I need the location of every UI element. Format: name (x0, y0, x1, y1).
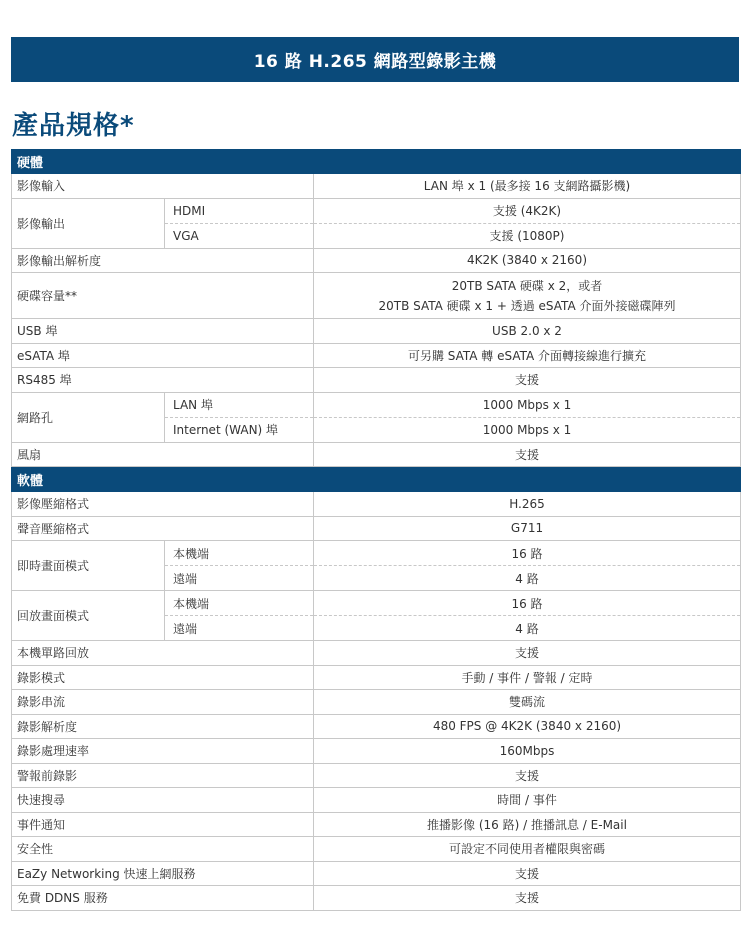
row-value: H.265 (509, 496, 545, 511)
hardware-rows (11, 174, 741, 467)
row-sublabel: 本機端 (173, 596, 210, 611)
row-sublabels (165, 591, 314, 640)
row-value: LAN 埠 x 1 (最多接 16 支網路攝影機) (423, 179, 631, 194)
row-label: 錄影解析度 (12, 715, 314, 739)
row-values (314, 591, 740, 640)
row-value: 支援 (514, 866, 539, 881)
software-rows (11, 492, 741, 911)
section-header-software: 軟體 (11, 467, 741, 492)
row-sublabel: 遠端 (165, 565, 313, 590)
row-value: 可設定不同使用者權限與密碼 (448, 842, 605, 857)
row-sublabels (165, 541, 314, 590)
row-value: 1000 Mbps x 1 (314, 417, 740, 442)
row-value: 160Mbps (499, 743, 555, 758)
table-row (12, 666, 740, 691)
row-value: 4K2K (3840 x 2160) (467, 253, 587, 268)
row-label: 錄影模式 (12, 666, 314, 690)
row-label: 警報前錄影 (12, 764, 314, 788)
table-row (12, 764, 740, 789)
row-sublabel: LAN 埠 (173, 398, 213, 412)
row-value: 支援 (4K2K) (492, 204, 562, 218)
row-value: 雙碼流 (508, 695, 545, 710)
row-label: 影像輸入 (12, 174, 314, 198)
row-label: 快速搜尋 (12, 788, 314, 812)
row-label: 聲音壓縮格式 (12, 517, 314, 541)
row-value: 16 路 (511, 546, 543, 561)
table-row (12, 492, 740, 517)
row-value: 支援 (514, 646, 539, 661)
row-value: 支援 (514, 768, 539, 783)
row-value: 4 路 (314, 615, 740, 640)
table-row (12, 249, 740, 274)
row-value: 推播影像 (16 路) / 推播訊息 / E-Mail (427, 817, 627, 832)
row-label: 免費 DDNS 服務 (12, 886, 314, 910)
table-row (12, 319, 740, 344)
row-label: 風扇 (12, 443, 314, 467)
row-label: 影像壓縮格式 (12, 492, 314, 516)
table-row (12, 739, 740, 764)
row-value-line: 20TB SATA 硬碟 x 2，或者 (451, 278, 603, 293)
table-row (12, 690, 740, 715)
table-row (12, 862, 740, 887)
row-value: 可另購 SATA 轉 eSATA 介面轉接線進行擴充 (407, 348, 647, 363)
table-row (12, 886, 740, 911)
table-row (12, 715, 740, 740)
row-label: 錄影處理速率 (12, 739, 314, 763)
table-row (12, 368, 740, 393)
table-row (12, 273, 740, 319)
row-value: 16 路 (511, 596, 543, 611)
table-row-group (12, 393, 740, 443)
row-value-line: 20TB SATA 硬碟 x 1 + 透過 eSATA 介面外接磁碟陣列 (378, 298, 676, 313)
row-label: eSATA 埠 (12, 344, 314, 368)
row-label: RS485 埠 (12, 368, 314, 392)
row-sublabel: 本機端 (173, 546, 210, 561)
row-sublabel: VGA (165, 223, 313, 248)
table-row-group (12, 591, 740, 641)
table-row (12, 517, 740, 542)
row-value: G711 (510, 521, 544, 536)
row-value: 支援 (1080P) (314, 223, 740, 248)
row-label: 安全性 (12, 837, 314, 861)
row-value: 手動 / 事件 / 警報 / 定時 (461, 670, 593, 685)
row-sublabel: 遠端 (165, 615, 313, 640)
row-label: USB 埠 (12, 319, 314, 343)
row-values (314, 541, 740, 590)
row-label: 硬碟容量** (12, 273, 314, 318)
table-row-group (12, 199, 740, 249)
row-value: 1000 Mbps x 1 (482, 397, 572, 412)
row-value: 支援 (514, 447, 539, 462)
row-value: 時間 / 事件 (497, 793, 557, 808)
row-label: 影像輸出 (12, 199, 165, 248)
row-values (314, 199, 740, 248)
table-row (12, 641, 740, 666)
row-label: EaZy Networking 快速上網服務 (12, 862, 314, 886)
table-row (12, 174, 740, 199)
table-row (12, 813, 740, 838)
row-values (314, 393, 740, 442)
row-label: 事件通知 (12, 813, 314, 837)
product-banner: 16 路 H.265 網路型錄影主機 (11, 37, 739, 82)
row-sublabel: Internet (WAN) 埠 (165, 417, 313, 442)
row-label: 網路孔 (12, 393, 165, 442)
row-label: 錄影串流 (12, 690, 314, 714)
row-label: 影像輸出解析度 (12, 249, 314, 273)
row-label: 本機單路回放 (12, 641, 314, 665)
row-value (314, 273, 740, 318)
row-label: 回放畫面模式 (12, 591, 165, 640)
spec-table (11, 149, 741, 911)
page-title: 產品規格* (12, 111, 135, 141)
section-header-hardware: 硬體 (11, 149, 741, 174)
table-row (12, 837, 740, 862)
table-row (12, 788, 740, 813)
row-sublabels (165, 393, 314, 442)
table-row (12, 443, 740, 468)
row-value: 支援 (514, 373, 539, 388)
row-label: 即時畫面模式 (12, 541, 165, 590)
table-row-group (12, 541, 740, 591)
row-value: USB 2.0 x 2 (492, 323, 562, 338)
row-sublabels (165, 199, 314, 248)
row-sublabel: HDMI (173, 203, 206, 218)
row-value: 4 路 (314, 565, 740, 590)
row-value: 支援 (514, 891, 539, 906)
row-value: 480 FPS @ 4K2K (3840 x 2160) (432, 719, 622, 734)
table-row (12, 344, 740, 369)
